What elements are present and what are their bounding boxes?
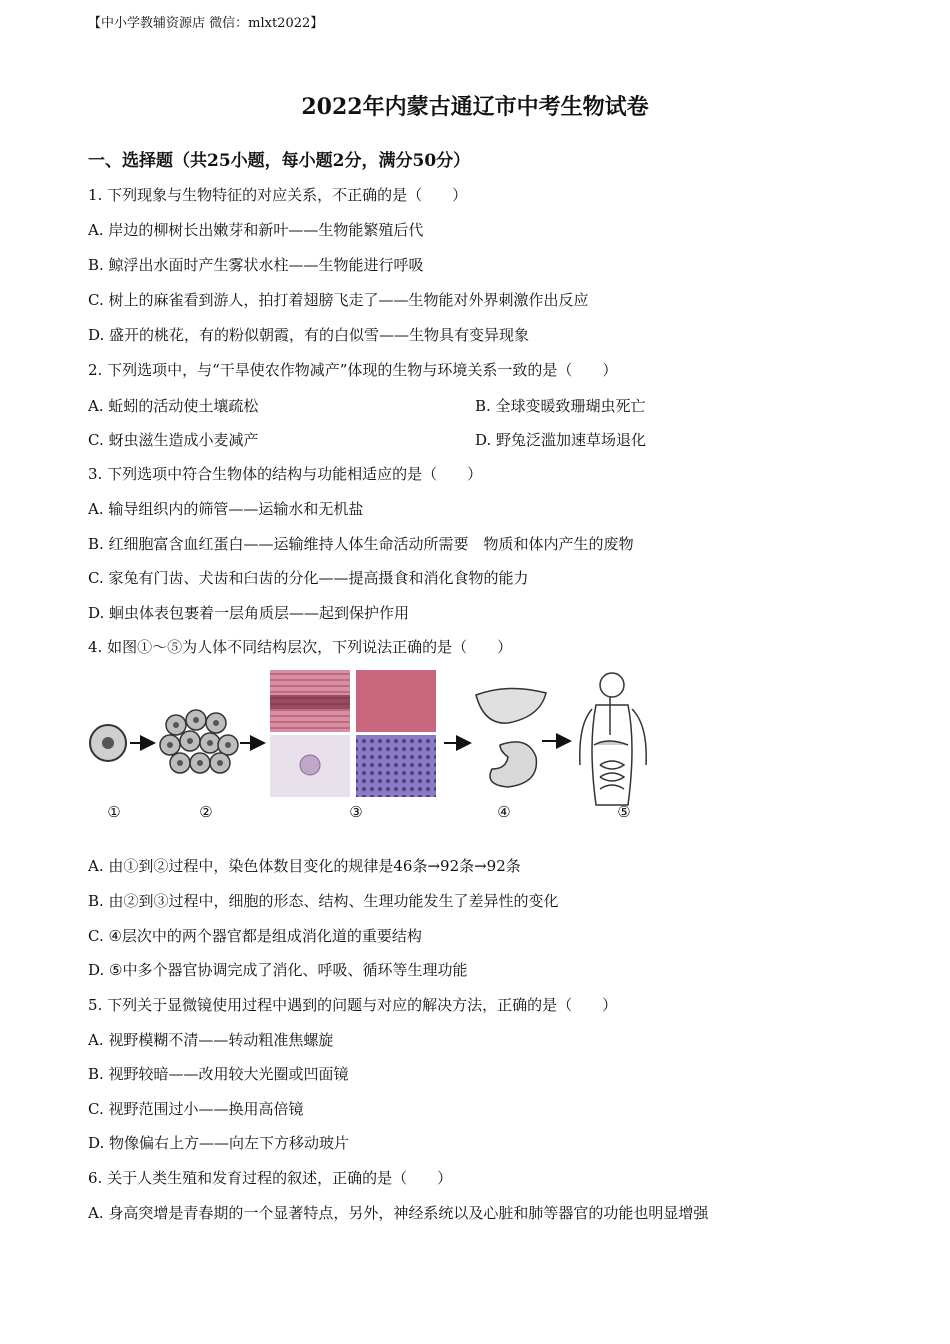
q4-option-c: C. ④层次中的两个器官都是组成消化道的重要结构 xyxy=(88,927,422,945)
question-4-stem: 4. 如图①～⑤为人体不同结构层次，下列说法正确的是（ ） xyxy=(88,638,513,656)
page-title: 2022年内蒙古通辽市中考生物试卷 xyxy=(301,94,649,120)
organ-icons xyxy=(476,688,546,787)
figure-label-1: ① xyxy=(107,803,121,821)
structure-levels-figure xyxy=(88,665,668,830)
q3-option-b: B. 红细胞富含血红蛋白——运输维持人体生命活动所需要 物质和体内产生的废物 xyxy=(88,535,634,553)
q3-option-c: C. 家兔有门齿、犬齿和臼齿的分化——提高摄食和消化食物的能力 xyxy=(88,569,529,587)
question-3-stem: 3. 下列选项中符合生物体的结构与功能相适应的是（ ） xyxy=(88,465,483,483)
q5-option-d: D. 物像偏右上方——向左下方移动玻片 xyxy=(88,1134,350,1152)
header-note: 【中小学教辅资源店 微信：mlxt2022】 xyxy=(88,16,324,31)
q2-option-a: A. 蚯蚓的活动使土壤疏松 xyxy=(88,397,259,415)
q6-option-a: A. 身高突增是青春期的一个显著特点，另外，神经系统以及心脏和肺等器官的功能也明显增强 xyxy=(88,1204,709,1222)
figure-label-4: ④ xyxy=(497,803,511,821)
question-2-stem: 2. 下列选项中，与“干旱使农作物减产”体现的生物与环境关系一致的是（ ） xyxy=(88,361,618,379)
q1-option-c: C. 树上的麻雀看到游人，拍打着翅膀飞走了——生物能对外界刺激作出反应 xyxy=(88,291,589,309)
q1-option-b: B. 鲸浮出水面时产生雾状水柱——生物能进行呼吸 xyxy=(88,256,424,274)
q5-option-a: A. 视野模糊不清——转动粗准焦螺旋 xyxy=(88,1031,334,1049)
q1-option-d: D. 盛开的桃花，有的粉似朝霞，有的白似雪——生物具有变异现象 xyxy=(88,326,530,344)
question-6-stem: 6. 关于人类生殖和发育过程的叙述，正确的是（ ） xyxy=(88,1169,453,1187)
q5-option-c: C. 视野范围过小——换用高倍镜 xyxy=(88,1100,304,1118)
question-5-stem: 5. 下列关于显微镜使用过程中遇到的问题与对应的解决方法，正确的是（ ） xyxy=(88,996,618,1014)
figure-label-5: ⑤ xyxy=(617,803,631,821)
q4-option-d: D. ⑤中多个器官协调完成了消化、呼吸、循环等生理功能 xyxy=(88,961,468,979)
digestive-system-icon xyxy=(580,673,646,805)
q3-option-d: D. 蛔虫体表包裹着一层角质层——起到保护作用 xyxy=(88,604,410,622)
q1-option-a: A. 岸边的柳树长出嫩芽和新叶——生物能繁殖后代 xyxy=(88,221,424,239)
tissue-images xyxy=(270,670,436,797)
q3-option-a: A. 输导组织内的筛管——运输水和无机盐 xyxy=(88,500,364,518)
q2-option-b: B. 全球变暖致珊瑚虫死亡 xyxy=(475,397,646,415)
q5-option-b: B. 视野较暗——改用较大光圈或凹面镜 xyxy=(88,1065,349,1083)
q2-option-c: C. 蚜虫滋生造成小麦减产 xyxy=(88,431,259,449)
q4-option-b: B. 由②到③过程中，细胞的形态、结构、生理功能发生了差异性的变化 xyxy=(88,892,559,910)
question-1-stem: 1. 下列现象与生物特征的对应关系，不正确的是（ ） xyxy=(88,186,468,204)
figure-label-3: ③ xyxy=(349,803,363,821)
cell-icon xyxy=(90,725,126,761)
figure-label-2: ② xyxy=(199,803,213,821)
q4-option-a: A. 由①到②过程中，染色体数目变化的规律是46条→92条→92条 xyxy=(88,857,521,875)
q2-option-d: D. 野兔泛滥加速草场退化 xyxy=(475,431,647,449)
section-heading: 一、选择题（共25小题，每小题2分，满分50分） xyxy=(88,151,471,171)
